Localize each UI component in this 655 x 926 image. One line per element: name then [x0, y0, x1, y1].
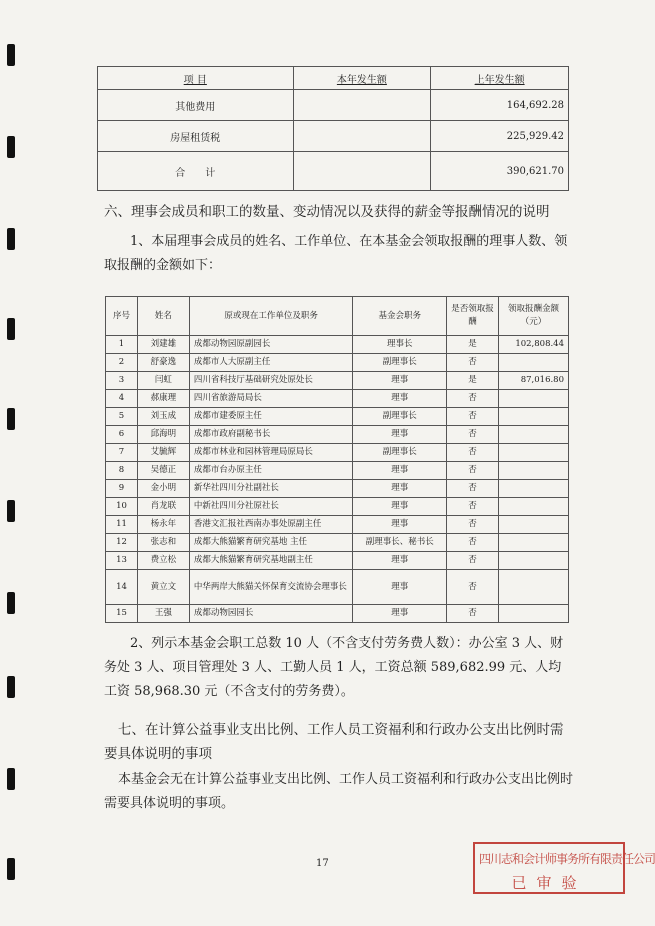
board-paid: 否 [447, 605, 499, 623]
board-work: 成都市台办原主任 [189, 462, 353, 480]
board-amount [498, 480, 568, 498]
section6-heading: 六、理事会成员和职工的数量、变动情况以及获得的薪金等报酬情况的说明 [104, 204, 550, 220]
board-paid: 否 [447, 480, 499, 498]
binder-mark [7, 592, 15, 614]
expense-previous: 390,621.70 [431, 152, 569, 191]
board-amount [498, 516, 568, 534]
board-amount [498, 552, 568, 570]
expense-previous: 225,929.42 [431, 121, 569, 152]
page-number: 17 [316, 858, 329, 869]
board-work: 成都大熊猫繁育研究基地副主任 [189, 552, 353, 570]
table-row [106, 516, 569, 534]
table-row [106, 444, 569, 462]
expense-header-previous: 上年发生额 [431, 67, 569, 90]
board-no: 8 [106, 462, 138, 480]
board-paid: 否 [447, 408, 499, 426]
board-role: 理事 [353, 605, 447, 623]
board-name: 刘建雄 [137, 336, 189, 354]
table-row [106, 498, 569, 516]
expense-previous: 164,692.28 [431, 90, 569, 121]
expense-header-row [98, 67, 569, 90]
board-header-amount: 领取报酬金额（元） [498, 297, 568, 336]
table-row [98, 90, 569, 121]
board-role: 理事 [353, 498, 447, 516]
table-row [106, 354, 569, 372]
table-row [106, 408, 569, 426]
board-header-name: 姓名 [137, 297, 189, 336]
board-name: 王强 [137, 605, 189, 623]
board-work: 成都市人大原副主任 [189, 354, 353, 372]
board-no: 6 [106, 426, 138, 444]
binder-mark [7, 768, 15, 790]
board-role: 副理事长 [353, 408, 447, 426]
expense-header-item: 项 目 [98, 67, 294, 90]
board-no: 4 [106, 390, 138, 408]
expense-current [293, 90, 431, 121]
table-row [106, 552, 569, 570]
table-row [106, 570, 569, 605]
board-role: 理事 [353, 516, 447, 534]
board-work: 成都市政府副秘书长 [189, 426, 353, 444]
board-name: 舒豪逸 [137, 354, 189, 372]
board-work: 香港文汇报社西南办事处原副主任 [189, 516, 353, 534]
board-work: 中新社四川分社原社长 [189, 498, 353, 516]
board-no: 5 [106, 408, 138, 426]
board-paid: 否 [447, 498, 499, 516]
table-row [106, 480, 569, 498]
board-name: 肖龙联 [137, 498, 189, 516]
board-amount [498, 426, 568, 444]
board-header-row [106, 297, 569, 336]
board-name: 张志和 [137, 534, 189, 552]
board-role: 副理事长 [353, 444, 447, 462]
board-amount [498, 354, 568, 372]
board-role: 副理事长、秘书长 [353, 534, 447, 552]
binder-mark [7, 500, 15, 522]
board-name: 费立松 [137, 552, 189, 570]
board-work: 成都市林业和园林管理局原局长 [189, 444, 353, 462]
board-amount: 102,808.44 [498, 336, 568, 354]
binder-mark [7, 676, 15, 698]
board-no: 14 [106, 570, 138, 605]
expense-current [293, 121, 431, 152]
expense-item: 合 计 [98, 152, 294, 191]
board-role: 理事 [353, 462, 447, 480]
board-paid: 否 [447, 516, 499, 534]
section6-para2: 2、列示本基金会职工总数 10 人（不含支付劳务费人数）：办公室 3 人、财务处 3 人、项目管理处 3 人、工勤人员 1 人，工资总额 589,682.99 元、人均工资 58,968.30 元（不含支付的劳务费）。 [104, 636, 564, 699]
board-paid: 否 [447, 390, 499, 408]
board-no: 2 [106, 354, 138, 372]
board-name: 闫虹 [137, 372, 189, 390]
board-paid: 否 [447, 444, 499, 462]
stamp-status: 已审验 [511, 874, 587, 892]
section7-heading: 七、在计算公益事业支出比例、工作人员工资福利和行政办公支出比例时需要具体说明的事项 [104, 722, 564, 762]
board-paid: 否 [447, 354, 499, 372]
board-role: 副理事长 [353, 354, 447, 372]
board-no: 1 [106, 336, 138, 354]
board-amount [498, 462, 568, 480]
board-work: 四川省旅游局局长 [189, 390, 353, 408]
table-row [106, 462, 569, 480]
table-row [98, 152, 569, 191]
board-paid: 是 [447, 372, 499, 390]
section6-para1: 1、本届理事会成员的姓名、工作单位、在本基金会领取报酬的理事人数、领取报酬的金额如下： [104, 234, 568, 273]
table-row [106, 534, 569, 552]
board-amount [498, 570, 568, 605]
board-amount [498, 390, 568, 408]
table-row [106, 426, 569, 444]
expense-item: 房屋租赁税 [98, 121, 294, 152]
board-name: 吴德正 [137, 462, 189, 480]
board-role: 理事 [353, 552, 447, 570]
board-no: 9 [106, 480, 138, 498]
binder-mark [7, 136, 15, 158]
board-name: 艾毓辉 [137, 444, 189, 462]
board-role: 理事 [353, 390, 447, 408]
table-row [98, 121, 569, 152]
board-no: 10 [106, 498, 138, 516]
board-amount: 87,016.80 [498, 372, 568, 390]
board-paid: 否 [447, 426, 499, 444]
board-paid: 是 [447, 336, 499, 354]
board-no: 3 [106, 372, 138, 390]
binder-mark [7, 228, 15, 250]
binder-mark [7, 408, 15, 430]
stamp-firm-name: 四川志和会计师事务所有限责任公司 [479, 852, 655, 866]
board-amount [498, 534, 568, 552]
board-header-role: 基金会职务 [353, 297, 447, 336]
board-name: 邱海明 [137, 426, 189, 444]
board-paid: 否 [447, 552, 499, 570]
board-name: 郝康理 [137, 390, 189, 408]
board-no: 13 [106, 552, 138, 570]
board-paid: 否 [447, 534, 499, 552]
board-work: 中华两岸大熊猫关怀保育交流协会理事长 [189, 570, 353, 605]
board-name: 刘玉成 [137, 408, 189, 426]
board-role: 理事长 [353, 336, 447, 354]
expense-header-current: 本年发生额 [293, 67, 431, 90]
board-work: 成都动物园原副园长 [189, 336, 353, 354]
board-amount [498, 444, 568, 462]
board-no: 7 [106, 444, 138, 462]
table-row [106, 336, 569, 354]
table-row [106, 390, 569, 408]
board-header-paid: 是否领取报酬 [447, 297, 499, 336]
board-role: 理事 [353, 480, 447, 498]
section7-body: 本基金会无在计算公益事业支出比例、工作人员工资福利和行政办公支出比例时需要具体说明的事项。 [104, 772, 574, 811]
board-amount [498, 605, 568, 623]
board-name: 杨永年 [137, 516, 189, 534]
board-role: 理事 [353, 372, 447, 390]
board-name: 黄立文 [137, 570, 189, 605]
binder-mark [7, 318, 15, 340]
board-role: 理事 [353, 426, 447, 444]
board-work: 四川省科技厅基础研究处原处长 [189, 372, 353, 390]
expense-table [97, 66, 569, 191]
board-table [105, 296, 569, 623]
binder-mark [7, 858, 15, 880]
board-amount [498, 408, 568, 426]
board-name: 金小明 [137, 480, 189, 498]
board-work: 成都大熊猫繁育研究基地 主任 [189, 534, 353, 552]
board-no: 15 [106, 605, 138, 623]
board-no: 11 [106, 516, 138, 534]
binder-mark [7, 44, 15, 66]
board-paid: 否 [447, 570, 499, 605]
board-role: 理事 [353, 570, 447, 605]
board-work: 成都动物园园长 [189, 605, 353, 623]
audit-stamp [473, 842, 655, 894]
board-work: 成都市建委原主任 [189, 408, 353, 426]
expense-current [293, 152, 431, 191]
board-header-work: 原或现在工作单位及职务 [189, 297, 353, 336]
board-header-no: 序号 [106, 297, 138, 336]
board-body [106, 336, 569, 623]
table-row [106, 605, 569, 623]
board-amount [498, 498, 568, 516]
board-no: 12 [106, 534, 138, 552]
board-paid: 否 [447, 462, 499, 480]
table-row [106, 372, 569, 390]
expense-item: 其他费用 [98, 90, 294, 121]
board-work: 新华社四川分社副社长 [189, 480, 353, 498]
